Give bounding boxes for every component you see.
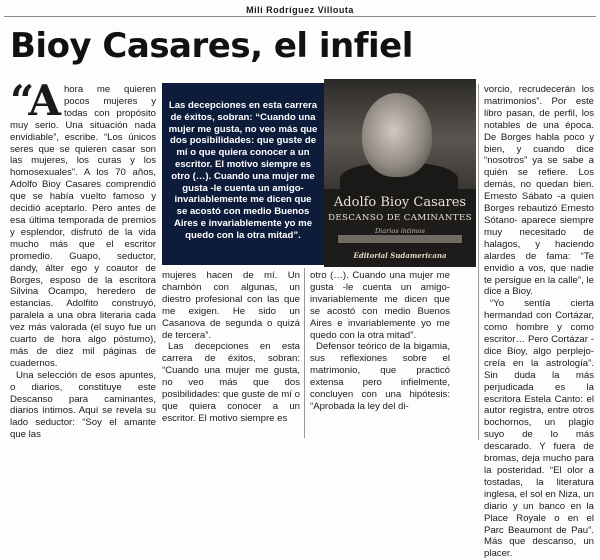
paragraph: otro (…). Cuando una mujer me gusta -le cuenta un amigo- invariablemente me dicen que se acostó con medio Buenos Aires e invariablemente yo me quedo con la otra mitad”. xyxy=(310,270,450,341)
paragraph: “Yo sentía cierta hermandad con Cortázar, como hombre y como escritor… Pero Cortázar -dice Bioy, algo perplejo- creía en la astrología”. Sin duda la más perjudicada es la escritora Estela Canto: el autor registra, entre otros bochornos, un plagio suyo de lo más descarado. Y fuera de bromas, deja mucho para la posteridad. “El olor a tostadas, la literatura inglesa, el sol en Niza, un diario y un banco en la Place Royale o en el Parc Beaumont de Pau”. Más que descanso, un placer. xyxy=(484,298,594,560)
article-title: Bioy Casares, el infiel xyxy=(10,26,413,66)
paragraph-text: hora me quieren pocos mujeres y todas con propósito muy serio. Una situación nada envidiable”, escribe. “Los únicos seres que se quieren casar son las mujeres, los curas y los homosexuales”. A los 70 años, Adolfo Bioy Casares comprendió que se había vuelto famoso y decidió aceptarlo. Pero antes de esa última temporada de premios y esplendor, disfrutó de la vida mucho más que el escritor promedio. Guapo, seductor, dandy, álter ego y coautor de Borges, esposo de la escritora Silvina Ocampo, heredero de estancias. Adolfito construyó, paralela a una obra literaria cada vez más valorada (el suyo fue un cuarto de hora algo póstumo), más de diez mil páginas de cuadernos. xyxy=(10,84,156,369)
paragraph: Las decepciones en esta carrera de éxitos, sobran: “Cuando una mujer me gusta, no veo más que dos posibilidades: que guste de mí o que quiera conocer a un escritor. El motivo siempre es xyxy=(162,341,300,424)
column-3 xyxy=(310,270,450,413)
column-4 xyxy=(484,84,594,560)
book-publisher: Editorial Sudamericana xyxy=(353,251,447,260)
paragraph: vorcio, recrudecerán los matrimonios”. Por este libro pasan, de perfil, los notables de una época. De Borges habla poco y bien, y cuando dice “nosotros” ya se sabe a quién se refiere. Los demás, no quedan bien. Ernesto Sábato -a quien Borges rebautizó Ernesto Sótano- aparece siempre muy necesitado de halagos, y haciendo alardes de fama: “Te envidio a vos, que nadie te persigue en la calle”, le dice a Bioy. xyxy=(484,84,594,298)
cover-band xyxy=(338,235,462,243)
paragraph: mujeres hacen de mí. Un chambón con algunas, un diestro profesional con las que me exigen. He sido un Casanova de segunda o quizá de tercera”. xyxy=(162,270,300,341)
pull-quote: Las decepciones en esta carrera de éxitos, sobran: “Cuando una mujer me gusta, no veo más que dos posibilidades: que guste de mí o que quiera conocer a un escritor. El motivo siempre es otro (…). Cuando una mujer me gusta -le cuenta un amigo- invariablemente me dicen que se acostó con medio Buenos Aires e invariablemente yo me quedo con la otra mitad”. xyxy=(168,100,318,241)
paragraph: Una selección de esos apuntes, o diarios, constituye este Descanso para caminantes, diarios íntimos. Aquí se revela su lado seductor: “Soy el amante que las xyxy=(10,369,156,441)
column-divider xyxy=(304,268,305,438)
book-author: Adolfo Bioy Casares xyxy=(333,195,467,210)
byline: Mili Rodríguez Villouta xyxy=(246,5,354,15)
book-subtitle: Diarios íntimos xyxy=(374,227,426,235)
book-cover xyxy=(324,79,476,267)
paragraph xyxy=(10,76,156,370)
column-divider xyxy=(478,84,479,440)
author-photo-head xyxy=(362,93,432,177)
column-2 xyxy=(162,270,300,425)
drop-cap: “A xyxy=(10,76,61,125)
paragraph: Defensor teórico de la bigamia, sus reflexiones sobre el matrimonio, que practicó extensa pero infielmente, concluyen con una hipótesis: “Aprobada la ley del di- xyxy=(310,341,450,412)
book-title: DESCANSO DE CAMINANTES xyxy=(328,213,472,223)
header-rule xyxy=(4,16,596,17)
column-1 xyxy=(10,76,156,441)
